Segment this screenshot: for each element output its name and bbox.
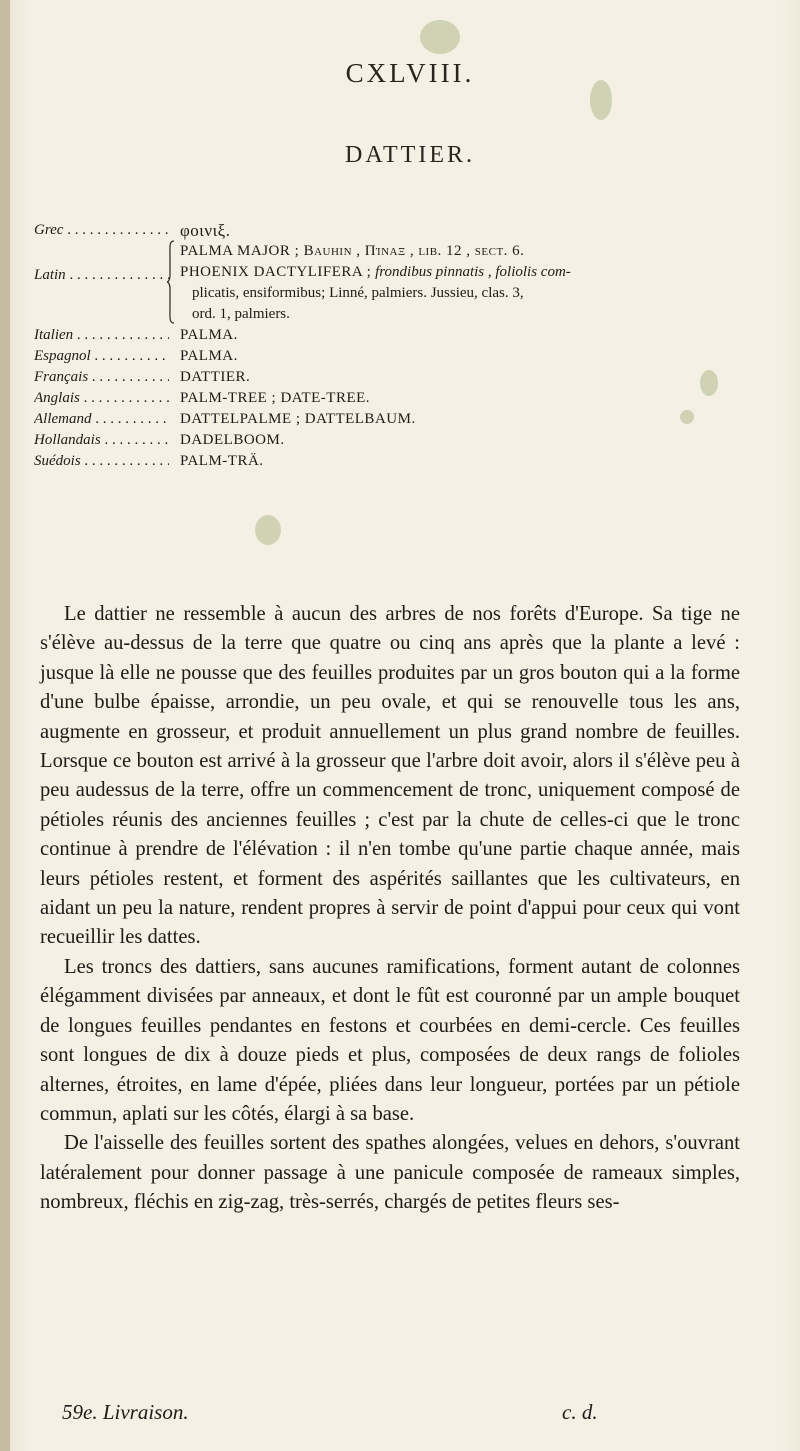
names-row-latin [34,241,774,325]
name-value: DATTELPALME ; DATTELBAUM. [180,411,416,427]
printer-signature: c. d. [562,1400,598,1424]
name-value: DADELBOOM. [180,432,285,448]
curly-brace [166,240,175,324]
latin-line: PALMA MAJOR ; Bauhin , Πίναξ , lib. 12 , sect. 6. [180,243,525,259]
names-row [34,409,774,430]
name-value: PALMA. [180,327,238,343]
name-value: PALM-TRÄ. [180,453,264,469]
language-label: Français . . . [34,367,169,388]
language-label: Latin . . . [34,265,169,286]
language-label: Espagnol . . . [34,346,169,367]
foxing-spot [255,515,281,545]
names-row [34,346,774,367]
plate-title: DATTIER. [345,142,475,168]
body-paragraph: Les troncs des dattiers, sans aucunes ramifications, forment autant de colonnes élégamment divisées par anneaux, et dont le fût est couronné par un ample bouquet de longues feuilles pendantes en festons et courbées en demi-cercle. Ces feuilles sont longues de dix à douze pieds et plus, composées de deux rangs de folioles alternes, étroites, en lame d'épée, pliées dans leur longueur, portées par un pétiole commun, aplati sur les côtés, élargi à sa base. [40,955,740,1125]
names-row [34,388,774,409]
linnaean-name: PHOENIX DACTYLIFERA ; [180,264,372,280]
name-value: PALMA. [180,348,238,364]
names-row [34,430,774,451]
latin-synonyms [180,241,760,325]
foxing-spot [420,20,460,54]
language-label: Allemand . . . [34,409,169,430]
latin-line: ord. 1, palmiers. [192,306,290,322]
latin-description: frondibus pinnatis , foliolis com- [371,264,571,280]
plate-number: CXLVIII. [345,58,475,88]
language-label: Hollandais . . . [34,430,169,451]
language-label: Grec . . . [34,220,169,241]
names-row [34,367,774,388]
name-value: PALM-TREE ; DATE-TREE. [180,390,371,406]
names-row [34,325,774,346]
name-value: φοινιξ. [180,221,231,240]
vernacular-names-table [34,220,774,472]
body-paragraph: Le dattier ne ressemble à aucun des arbres de nos forêts d'Europe. Sa tige ne s'élève au-dessus de la terre que quatre ou cinq ans après que la plante a levé : jusque là elle ne pousse que des feuilles produites par un gros bouton qui a la forme d'une bulbe épaisse, arrondie, un peu ovale, et qui se renouvelle tous les ans, augmente en grosseur, et produit annuellement un plus grand nombre de feuilles. Lorsque ce bouton est arrivé à la grosseur que l'arbre doit avoir, alors il s'élève peu à peu audessus de la terre, offre un commencement de tronc, uniquement composé de pétioles réunis des anciennes feuilles ; c'est par la chute de celles-ci que le tronc continue à prendre de l'élévation : il n'en tombe qu'une partie chaque année, mais leurs pétioles restent, et forment des aspérités saillantes que les cultivateurs, en aidant un peu la nature, rendent propres à servir de point d'appui pour ceux qui vont recueillir les dattes. [40,603,740,949]
language-label: Italien . . . [34,325,169,346]
names-row [34,451,774,472]
language-label: Suédois . . . [34,451,169,472]
language-label: Anglais . . . [34,388,169,409]
name-value: DATTIER. [180,369,251,385]
names-row-greek [34,220,774,241]
latin-line: plicatis, ensiformibus; Linné, palmiers. Jussieu, clas. 3, [192,285,524,301]
issue-number: 59e. Livraison. [62,1400,189,1424]
page-spine-shadow [0,0,10,1451]
article-body [40,600,740,1218]
latin-line [180,262,760,283]
body-paragraph: De l'aisselle des feuilles sortent des spathes alongées, velues en dehors, s'ouvrant latéralement pour donner passage à une panicule composée de rameaux simples, nombreux, fléchis en zig-zag, très-serrés, chargés de petites fleurs ses- [40,1132,740,1214]
